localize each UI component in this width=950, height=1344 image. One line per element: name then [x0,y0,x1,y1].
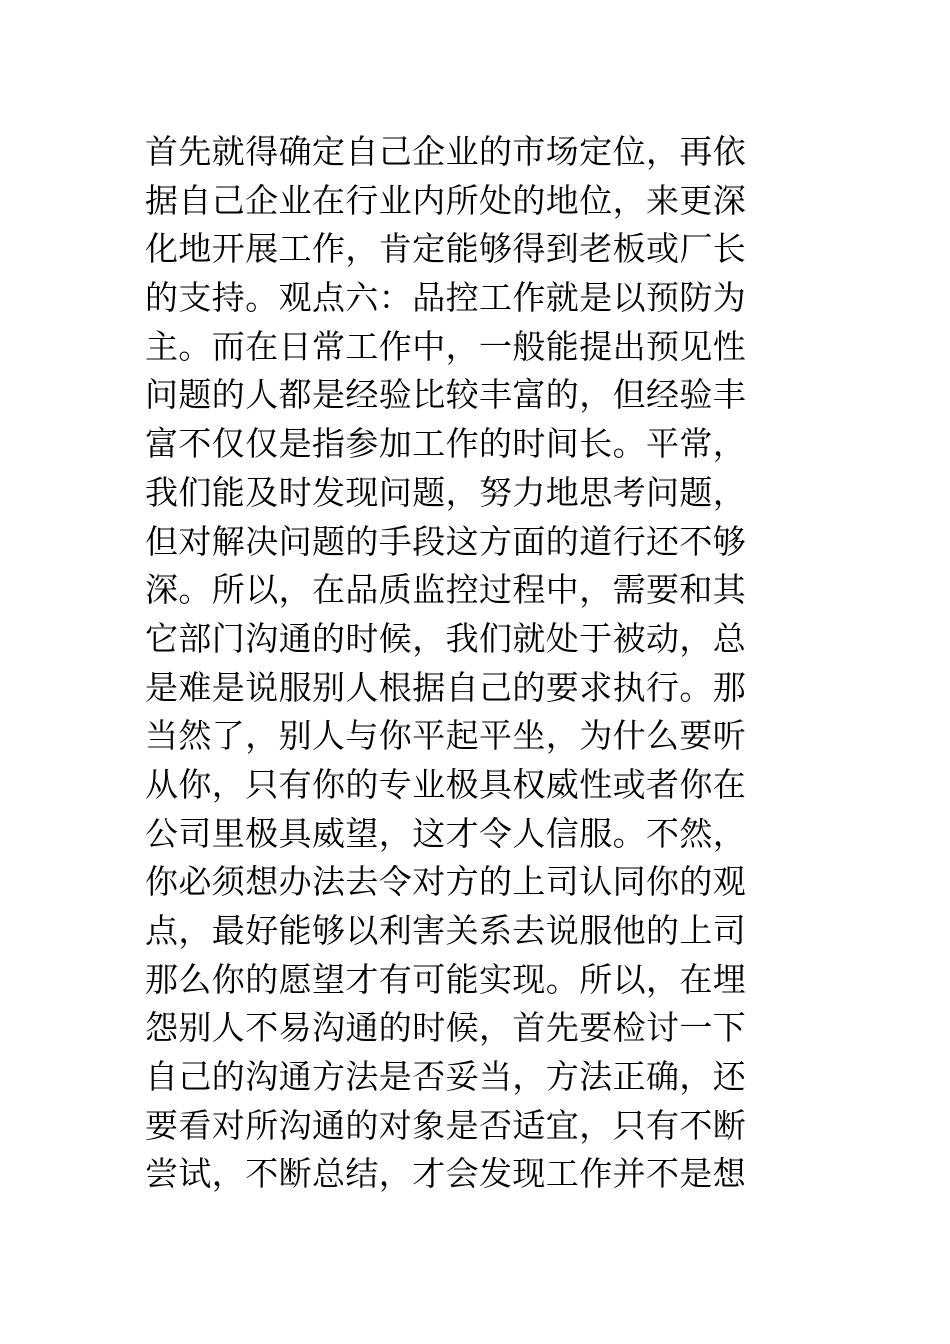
text-line: 主。而在日常工作中，一般能提出预见性 [145,326,747,366]
text-line: 深。所以，在品质监控过程中，需要和其 [145,570,747,610]
text-line: 那么你的愿望才有可能实现。所以，在埋 [145,959,747,999]
text-line: 要看对所沟通的对象是否适宜，只有不断 [145,1105,747,1145]
text-line: 化地开展工作，肯定能够得到老板或厂长 [145,229,747,269]
text-line: 我们能及时发现问题，努力地思考问题， [145,472,747,512]
text-line: 点，最好能够以利害关系去说服他的上司 [145,911,747,950]
text-line: 是难是说服别人根据自己的要求执行。那 [145,667,747,707]
text-line: 首先就得确定自己企业的市场定位，再依 [145,132,747,171]
text-line: 怨别人不易沟通的时候，首先要检讨一下 [145,1008,747,1048]
body-paragraph [145,128,825,1199]
text-line: 问题的人都是经验比较丰富的，但经验丰 [145,375,747,415]
text-line: 当然了，别人与你平起平坐，为什么要听 [145,716,747,756]
text-line: 公司里极具威望，这才令人信服。不然， [145,813,747,853]
text-line: 据自己企业在行业内所处的地位，来更深 [145,180,747,220]
text-line: 的支持。观点六：品控工作就是以预防为 [145,278,747,318]
text-line: 从你，只有你的专业极具权威性或者你在 [145,764,747,804]
text-line: 富不仅仅是指参加工作的时间长。平常， [145,424,747,464]
text-line: 你必须想办法去令对方的上司认同你的观 [145,862,747,902]
text-line: 它部门沟通的时候，我们就处于被动，总 [145,618,747,658]
text-line: 自己的沟通方法是否妥当，方法正确，还 [145,1057,747,1097]
text-line: 但对解决问题的手段这方面的道行还不够 [145,521,747,561]
text-line: 尝试，不断总结，才会发现工作并不是想 [145,1154,747,1194]
